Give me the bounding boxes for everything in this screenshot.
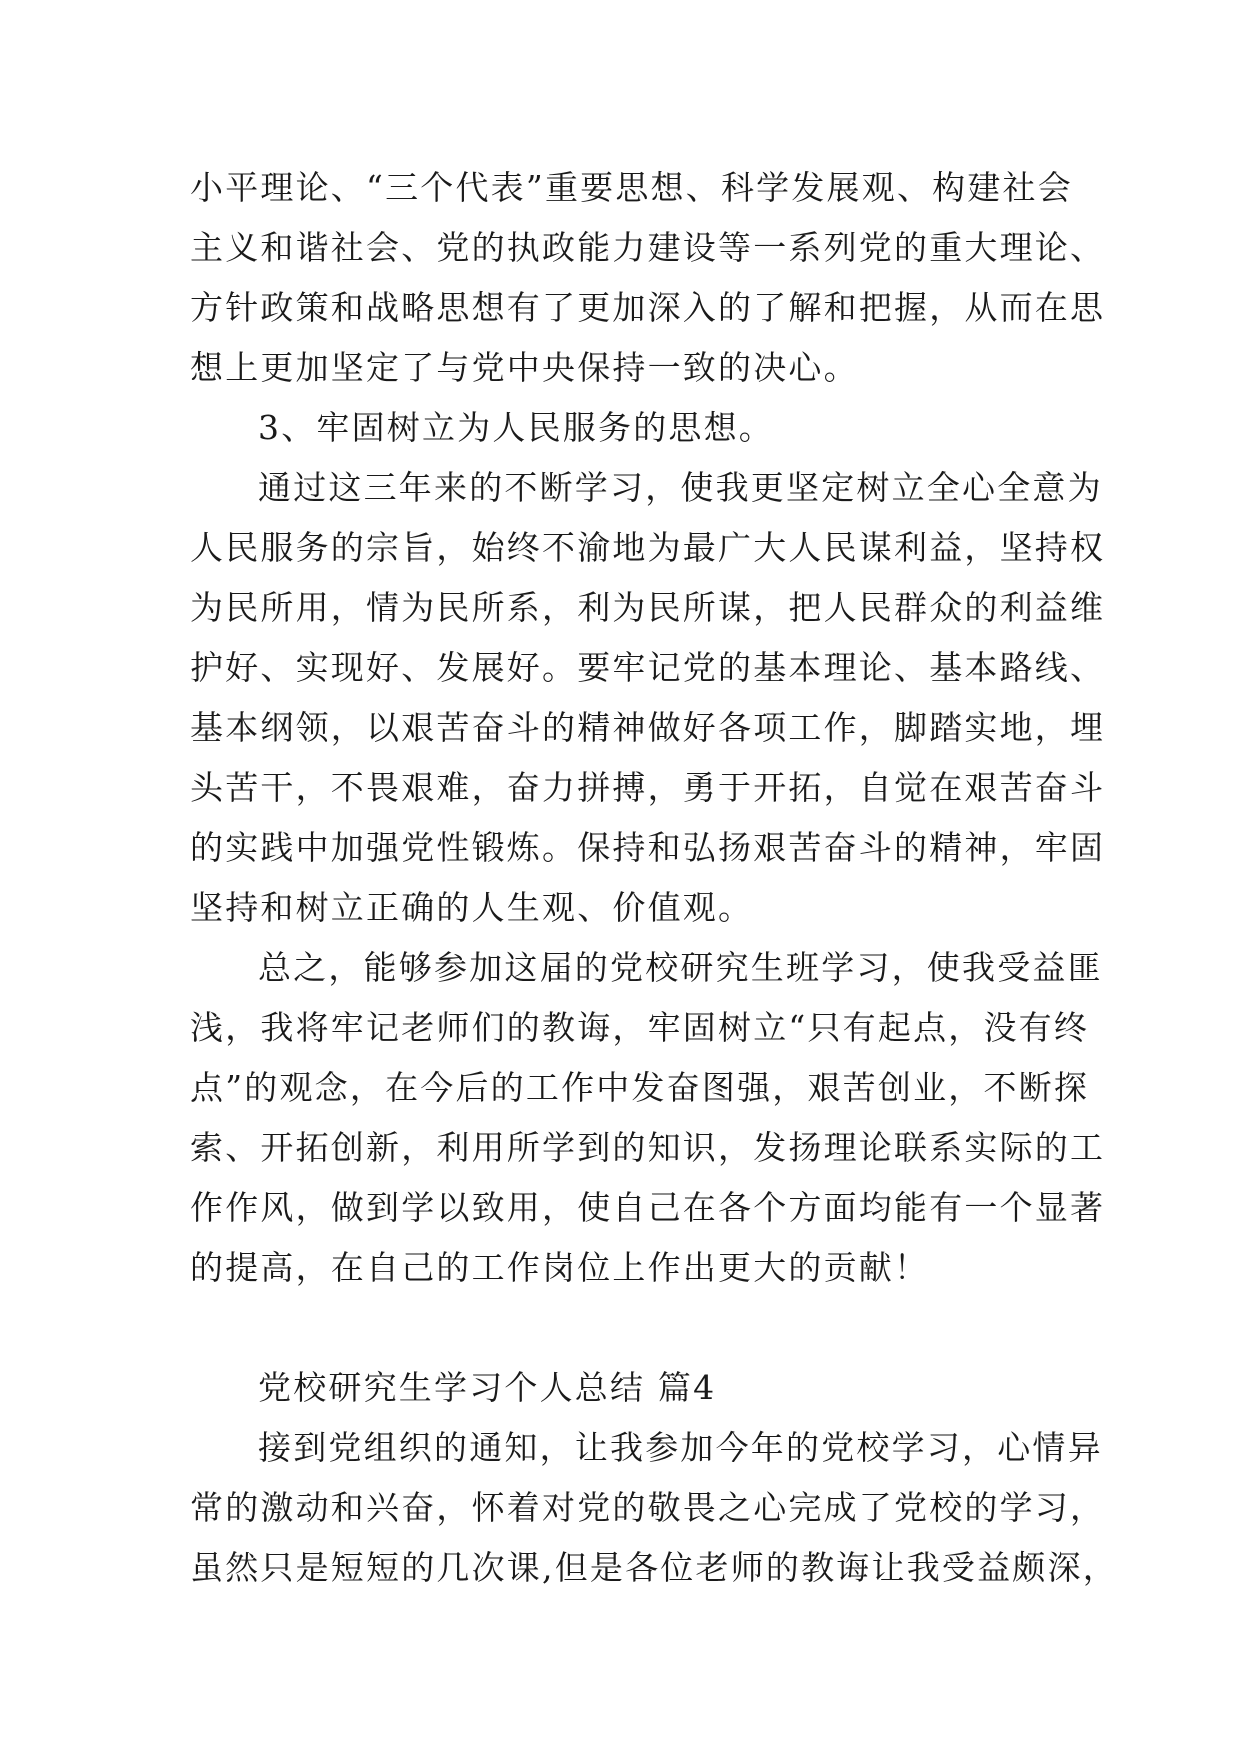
text-line: 的提高，在自己的工作岗位上作出更大的贡献！ bbox=[190, 1248, 930, 1287]
text-line: 点”的观念，在今后的工作中发奋图强，艰苦创业，不断探 bbox=[190, 1068, 1090, 1107]
text-line: 作作风，做到学以致用，使自己在各个方面均能有一个显著 bbox=[190, 1188, 1106, 1227]
text-line: 坚持和树立正确的人生观、价值观。 bbox=[190, 888, 754, 927]
text-line: 主义和谐社会、党的执政能力建设等一系列党的重大理论、 bbox=[190, 228, 1106, 267]
text-line: 的实践中加强党性锻炼。保持和弘扬艰苦奋斗的精神，牢固 bbox=[190, 828, 1106, 867]
text-line: 方针政策和战略思想有了更加深入的了解和把握，从而在思 bbox=[190, 288, 1106, 327]
section-heading: 党校研究生学习个人总结 篇4 bbox=[258, 1368, 717, 1407]
text-line: 常的激动和兴奋，怀着对党的敬畏之心完成了党校的学习， bbox=[190, 1488, 1106, 1527]
section-subheading: 3、牢固树立为人民服务的思想。 bbox=[258, 408, 774, 447]
text-line: 头苦干，不畏艰难，奋力拼搏，勇于开拓，自觉在艰苦奋斗 bbox=[190, 768, 1106, 807]
text-line: 想上更加坚定了与党中央保持一致的决心。 bbox=[190, 348, 859, 387]
text-line: 虽然只是短短的几次课,但是各位老师的教诲让我受益颇深， bbox=[190, 1548, 1118, 1587]
paragraph-first-line: 通过这三年来的不断学习，使我更坚定树立全心全意为 bbox=[258, 468, 1103, 507]
text-line: 为民所用，情为民所系，利为民所谋，把人民群众的利益维 bbox=[190, 588, 1106, 627]
section-spacer bbox=[190, 1298, 1070, 1358]
text-line: 小平理论、“三个代表”重要思想、科学发展观、构建社会 bbox=[190, 168, 1073, 207]
document-body bbox=[190, 158, 1118, 1598]
text-line: 基本纲领，以艰苦奋斗的精神做好各项工作，脚踏实地，埋 bbox=[190, 708, 1106, 747]
text-line: 浅，我将牢记老师们的教诲，牢固树立“只有起点，没有终 bbox=[190, 1008, 1090, 1047]
text-line: 索、开拓创新，利用所学到的知识，发扬理论联系实际的工 bbox=[190, 1128, 1106, 1167]
paragraph-first-line: 接到党组织的通知，让我参加今年的党校学习，心情异 bbox=[258, 1428, 1103, 1467]
text-line: 护好、实现好、发展好。要牢记党的基本理论、基本路线、 bbox=[190, 648, 1106, 687]
text-line: 人民服务的宗旨，始终不渝地为最广大人民谋利益，坚持权 bbox=[190, 528, 1106, 567]
paragraph-first-line: 总之，能够参加这届的党校研究生班学习，使我受益匪 bbox=[258, 948, 1103, 987]
